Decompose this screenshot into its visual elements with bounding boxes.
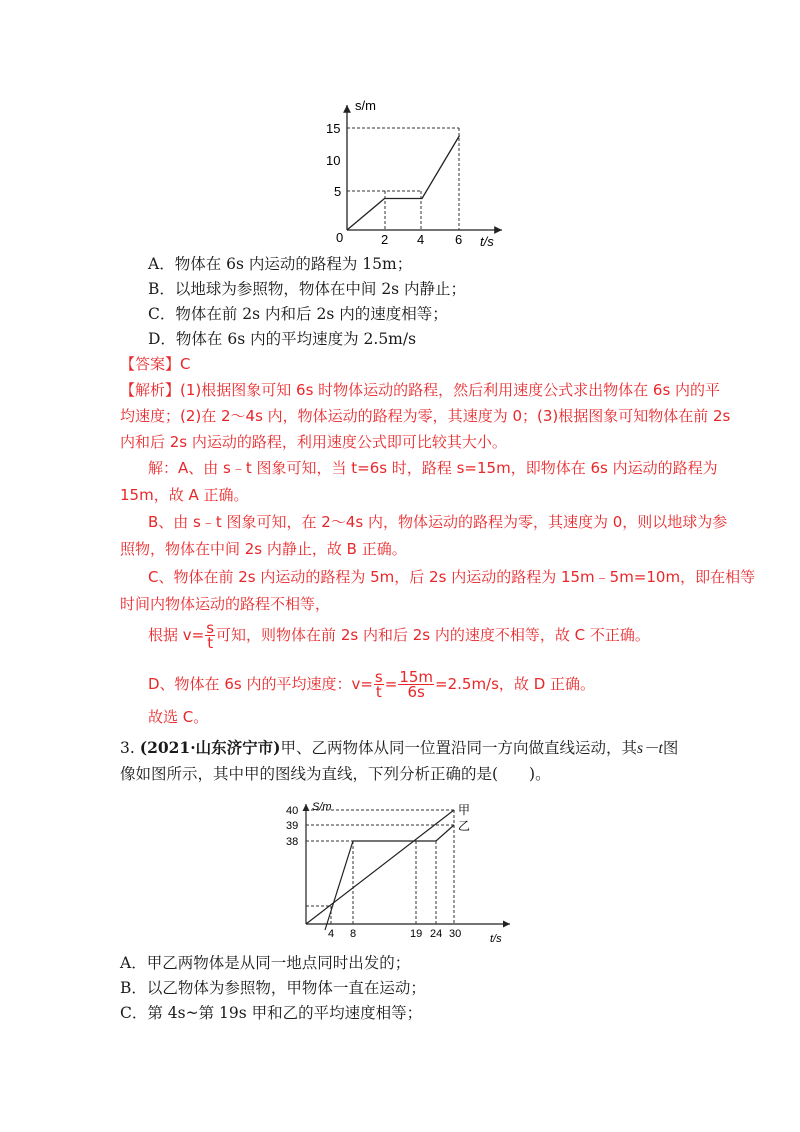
q3-option-b: B．以乙物体为参照物，甲物体一直在运动； [120,979,426,997]
x-tick-label: 24 [430,928,443,940]
y-tick-label: 38 [286,836,299,848]
solution-c-1: C、物体在前 2s 内运动的路程为 5m，后 2s 内运动的路程为 15m﹣5m=10m，即在相等 [148,568,756,586]
option-c: C．物体在前 2s 内和后 2s 内的速度相等； [148,305,448,323]
option-d: D．物体在 6s 内的平均速度为 2.5m/s [148,330,417,348]
q3-number: 3. [120,739,135,757]
solution-d [148,668,595,700]
series-yi-line [325,825,454,930]
q3-source: (2021·山东济宁市) [139,738,281,757]
d-suffix: =2.5m/s，故 D 正确。 [435,675,596,693]
c3-suffix: 可知，则物体在前 2s 内和后 2s 内的速度不相等，故 C 不正确。 [216,626,650,644]
x-tick-label: 19 [410,928,423,940]
analysis-line-1 [120,379,720,401]
y-axis-label: s/m [355,98,376,113]
d-equals: = [384,675,398,693]
origin-label: 0 [336,230,344,245]
y-axis-label: S/m [312,801,332,813]
series-jia-line [306,810,454,924]
x-axis-label: t/s [490,933,502,945]
solution-conclusion: 故选 C。 [148,708,209,726]
series-label-yi: 乙 [458,819,471,833]
frac-denominator: t [375,683,382,701]
fraction-15m-over-6s [398,670,434,699]
frac-numerator: 15m [399,668,434,686]
frac-denominator: t [207,634,214,652]
y-tick-label: 39 [286,820,299,832]
x-tick-label: 30 [449,928,462,940]
answer-value: C [180,355,191,373]
answer-label: 【答案】 [120,355,181,373]
option-b: B．以地球为参照物，物体在中间 2s 内静止； [148,280,467,298]
q3-text-end: 图 [662,739,679,757]
fraction-s-over-t [374,670,384,699]
st-graph-1 [320,90,520,250]
x-tick-label: 2 [381,232,389,247]
x-tick-label: 4 [328,928,335,940]
solution-c-2: 时间内物体运动的路程不相等， [120,595,331,613]
st-symbol: s－t [636,740,663,757]
q3-option-a: A．甲乙两物体是从同一地点同时出发的； [120,954,411,972]
frac-denominator: 6s [407,683,425,701]
analysis-line-3: 内和后 2s 内运动的路程，利用速度公式即可比较其大小。 [120,433,507,451]
st-graph-2 [278,798,518,948]
q3-text: 甲、乙两物体从同一位置沿同一方向做直线运动，其 [280,739,637,757]
q3-line-1 [120,738,678,759]
option-a: A．物体在 6s 内运动的路程为 15m； [148,255,413,273]
series-label-jia: 甲 [458,803,471,817]
x-tick-label: 6 [455,232,463,247]
solution-a-2: 15m，故 A 正确。 [120,486,249,504]
c3-prefix: 根据 v= [148,626,205,644]
x-axis-label: t/s [480,234,494,249]
y-tick-label: 15 [326,121,341,136]
solution-b-2: 照物，物体在中间 2s 内静止，故 B 正确。 [120,540,407,558]
y-tick-label: 40 [286,805,299,817]
solution-b-1: B、由 s﹣t 图象可知，在 2～4s 内，物体运动的路程为零，其速度为 0，则以地球为参 [148,513,728,531]
q3-option-c: C．第 4s~第 19s 甲和乙的平均速度相等； [120,1004,423,1022]
frac-numerator: s [206,619,215,637]
solution-c-3 [148,620,650,650]
answer-line [120,353,191,375]
d-prefix: D、物体在 6s 内的平均速度：v= [148,675,373,693]
guide-lines [347,128,459,230]
analysis-label: 【解析】 [120,381,181,399]
q3-line-2: 像如图所示，其中甲的图线为直线，下列分析正确的是( )。 [120,765,551,783]
frac-numerator: s [374,668,383,686]
y-tick-label: 5 [334,184,342,199]
solution-a-1: 解：A、由 s﹣t 图象可知，当 t=6s 时，路程 s=15m，即物体在 6s 内运动的路程为 [148,459,718,477]
analysis-text: (1)根据图象可知 6s 时物体运动的路程，然后利用速度公式求出物体在 6s 内的平 [180,381,721,399]
x-tick-label: 8 [350,928,357,940]
y-tick-label: 10 [326,153,341,168]
series-line [347,136,460,231]
fraction-s-over-t [205,621,215,650]
x-tick-label: 4 [417,232,425,247]
analysis-line-2: 均速度；(2)在 2～4s 内，物体运动的路程为零，其速度为 0；(3)根据图象可知物体在前 2s [120,407,731,425]
